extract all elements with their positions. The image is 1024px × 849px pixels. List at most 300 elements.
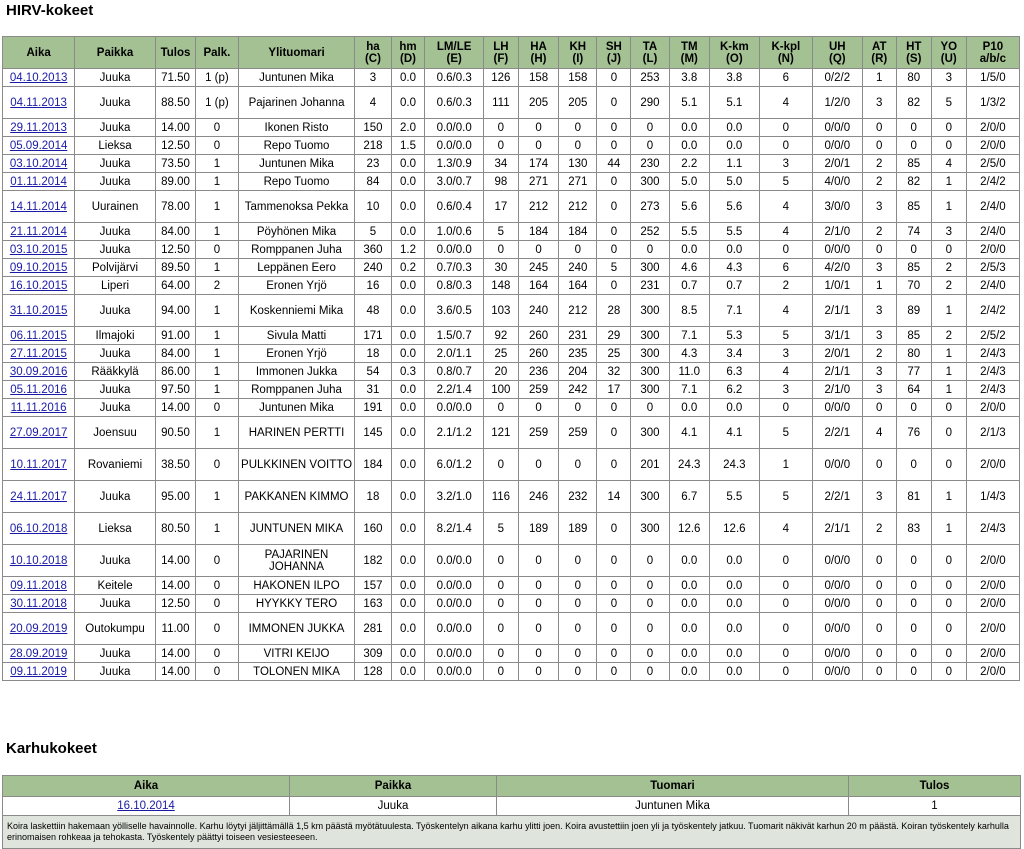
ha-cell: 191 (355, 399, 391, 417)
hm-cell: 0.0 (391, 481, 425, 513)
ha-h-cell: 246 (518, 481, 558, 513)
at-cell: 2 (862, 173, 896, 191)
date-cell (3, 399, 75, 417)
judge-cell: Pöyhönen Mika (238, 223, 355, 241)
p10-cell: 2/4/2 (966, 173, 1019, 191)
k-kpl-cell: 0 (759, 399, 812, 417)
p10-cell: 2/0/0 (966, 595, 1019, 613)
table-row (3, 155, 1020, 173)
hm-cell: 0.0 (391, 173, 425, 191)
hm-cell: 0.0 (391, 327, 425, 345)
sh-cell: 0 (597, 545, 631, 577)
sh-cell: 0 (597, 399, 631, 417)
k-kpl-cell: 5 (759, 327, 812, 345)
table-header-row (3, 37, 1020, 69)
column-header-code: (D) (400, 52, 416, 65)
yo-cell: 1 (931, 481, 966, 513)
ta-cell: 0 (631, 663, 669, 681)
ha-cell: 128 (355, 663, 391, 681)
date-link[interactable]: 29.11.2013 (10, 121, 67, 134)
column-header-k-km (709, 37, 759, 69)
kh-cell: 0 (559, 663, 597, 681)
ha-cell: 240 (355, 259, 391, 277)
uh-cell: 2/0/1 (812, 345, 862, 363)
date-link[interactable]: 21.11.2014 (10, 225, 67, 238)
uh-cell: 0/0/0 (812, 663, 862, 681)
p10-cell: 2/0/0 (966, 399, 1019, 417)
sh-cell: 14 (597, 481, 631, 513)
ha-h-cell: 259 (518, 417, 558, 449)
date-link[interactable]: 04.10.2013 (9, 71, 68, 84)
column-header-code: (L) (642, 52, 658, 65)
column-header-code: (M) (680, 52, 698, 65)
karhu-section-title: Karhukokeet (6, 740, 97, 757)
kh-cell: 271 (559, 173, 597, 191)
lm-le-cell: 0.0/0.0 (425, 645, 483, 663)
lh-cell: 98 (483, 173, 518, 191)
lh-cell: 0 (483, 399, 518, 417)
at-cell: 2 (862, 223, 896, 241)
ha-cell: 48 (355, 295, 391, 327)
kh-cell: 240 (559, 259, 597, 277)
sh-cell: 44 (597, 155, 631, 173)
ha-cell: 171 (355, 327, 391, 345)
column-header-tuomari: Tuomari (497, 776, 849, 797)
yo-cell: 0 (931, 119, 966, 137)
column-header-label: ha (366, 40, 380, 53)
date-link[interactable]: 03.10.2015 (9, 243, 68, 256)
ht-cell: 82 (896, 173, 931, 191)
hm-cell: 0.0 (391, 277, 425, 295)
score-cell: 64.00 (155, 277, 195, 295)
column-header-ht (896, 37, 931, 69)
score-cell: 86.00 (155, 363, 195, 381)
k-km-cell: 1.1 (709, 155, 759, 173)
p10-cell: 2/5/2 (966, 327, 1019, 345)
lm-le-cell: 8.2/1.4 (425, 513, 483, 545)
ta-cell: 300 (631, 327, 669, 345)
place-cell: Uurainen (75, 191, 156, 223)
place-cell: Juuka (290, 797, 497, 816)
score-cell: 80.50 (155, 513, 195, 545)
at-cell: 0 (862, 613, 896, 645)
ha-h-cell: 245 (518, 259, 558, 277)
date-link[interactable]: 30.09.2016 (9, 365, 68, 378)
date-link[interactable]: 04.11.2013 (10, 96, 67, 109)
lm-le-cell: 0.0/0.0 (425, 663, 483, 681)
hm-cell: 0.0 (391, 381, 425, 399)
date-link[interactable]: 27.11.2015 (10, 347, 67, 360)
at-cell: 3 (862, 87, 896, 119)
date-link[interactable]: 05.11.2016 (10, 383, 67, 396)
score-cell: 14.00 (155, 577, 195, 595)
lm-le-cell: 0.0/0.0 (425, 399, 483, 417)
sh-cell: 0 (597, 595, 631, 613)
column-header-kh (559, 37, 597, 69)
place-cell: Polvijärvi (75, 259, 156, 277)
hm-cell: 0.0 (391, 191, 425, 223)
sh-cell: 0 (597, 69, 631, 87)
ta-cell: 253 (631, 69, 669, 87)
k-kpl-cell: 6 (759, 69, 812, 87)
date-cell (3, 595, 75, 613)
column-header-label: Tulos (160, 46, 191, 59)
description-row (3, 816, 1021, 849)
ta-cell: 231 (631, 277, 669, 295)
date-link[interactable]: 06.11.2015 (10, 329, 67, 342)
sh-cell: 0 (597, 645, 631, 663)
kh-cell: 0 (559, 119, 597, 137)
k-kpl-cell: 4 (759, 223, 812, 241)
column-header-label: K-kpl (771, 40, 801, 53)
k-kpl-cell: 5 (759, 173, 812, 191)
tm-cell: 0.0 (669, 645, 709, 663)
sh-cell: 0 (597, 613, 631, 645)
lm-le-cell: 0.8/0.3 (425, 277, 483, 295)
ha-cell: 3 (355, 69, 391, 87)
kh-cell: 204 (559, 363, 597, 381)
date-cell (3, 119, 75, 137)
at-cell: 0 (862, 663, 896, 681)
date-link[interactable]: 20.09.2019 (9, 622, 68, 635)
result-cell: 1 (849, 797, 1021, 816)
place-cell: Juuka (75, 119, 156, 137)
kh-cell: 0 (559, 645, 597, 663)
kh-cell: 205 (559, 87, 597, 119)
kh-cell: 231 (559, 327, 597, 345)
k-km-cell: 0.0 (709, 119, 759, 137)
date-cell (3, 277, 75, 295)
column-header-aika (3, 37, 75, 69)
ht-cell: 0 (896, 119, 931, 137)
date-link[interactable]: 16.10.2015 (9, 279, 68, 292)
at-cell: 4 (862, 417, 896, 449)
date-link[interactable]: 09.11.2019 (10, 665, 67, 678)
award-cell: 0 (196, 663, 238, 681)
column-header-uh (812, 37, 862, 69)
tm-cell: 5.6 (669, 191, 709, 223)
ht-cell: 80 (896, 345, 931, 363)
uh-cell: 2/1/1 (812, 295, 862, 327)
k-km-cell: 0.0 (709, 613, 759, 645)
sh-cell: 0 (597, 577, 631, 595)
ht-cell: 0 (896, 545, 931, 577)
place-cell: Juuka (75, 545, 156, 577)
uh-cell: 2/0/1 (812, 155, 862, 173)
tm-cell: 0.0 (669, 399, 709, 417)
table-row (3, 399, 1020, 417)
lh-cell: 116 (483, 481, 518, 513)
ht-cell: 74 (896, 223, 931, 241)
at-cell: 3 (862, 259, 896, 277)
date-cell (3, 345, 75, 363)
award-cell: 0 (196, 595, 238, 613)
kh-cell: 164 (559, 277, 597, 295)
place-cell: Lieksa (75, 137, 156, 155)
ta-cell: 300 (631, 345, 669, 363)
date-cell (3, 327, 75, 345)
tm-cell: 0.0 (669, 663, 709, 681)
date-cell (3, 155, 75, 173)
table-row (3, 119, 1020, 137)
at-cell: 2 (862, 345, 896, 363)
column-header-yo (931, 37, 966, 69)
uh-cell: 0/0/0 (812, 577, 862, 595)
p10-cell: 2/0/0 (966, 137, 1019, 155)
ha-cell: 84 (355, 173, 391, 191)
k-kpl-cell: 1 (759, 449, 812, 481)
date-link[interactable]: 31.10.2015 (9, 304, 68, 317)
lh-cell: 25 (483, 345, 518, 363)
column-header-label: Paikka (96, 46, 134, 59)
tm-cell: 0.0 (669, 545, 709, 577)
uh-cell: 3/0/0 (812, 191, 862, 223)
lh-cell: 100 (483, 381, 518, 399)
table-row (3, 191, 1020, 223)
yo-cell: 0 (931, 417, 966, 449)
place-cell: Juuka (75, 645, 156, 663)
uh-cell: 0/0/0 (812, 119, 862, 137)
award-cell: 1 (196, 363, 238, 381)
tm-cell: 5.5 (669, 223, 709, 241)
judge-cell: Romppanen Juha (238, 381, 355, 399)
place-cell: Juuka (75, 663, 156, 681)
date-link[interactable]: 11.11.2016 (10, 401, 67, 414)
lh-cell: 0 (483, 137, 518, 155)
ha-cell: 4 (355, 87, 391, 119)
date-link[interactable]: 24.11.2017 (10, 490, 67, 503)
hm-cell: 1.5 (391, 137, 425, 155)
award-cell: 0 (196, 241, 238, 259)
ta-cell: 300 (631, 259, 669, 277)
ta-cell: 290 (631, 87, 669, 119)
ha-cell: 309 (355, 645, 391, 663)
column-header-label: TM (680, 40, 698, 53)
date-link[interactable]: 01.11.2014 (10, 175, 67, 188)
judge-cell: Romppanen Juha (238, 241, 355, 259)
score-cell: 14.00 (155, 545, 195, 577)
p10-cell: 2/4/0 (966, 223, 1019, 241)
ha-cell: 281 (355, 613, 391, 645)
table-row (3, 173, 1020, 191)
column-header-code: (H) (530, 52, 547, 65)
sh-cell: 0 (597, 513, 631, 545)
score-cell: 11.00 (155, 613, 195, 645)
score-cell: 97.50 (155, 381, 195, 399)
lm-le-cell: 1.3/0.9 (425, 155, 483, 173)
k-km-cell: 5.3 (709, 327, 759, 345)
judge-cell: HARINEN PERTTI (238, 417, 355, 449)
date-link[interactable]: 14.11.2014 (10, 200, 67, 213)
date-link[interactable]: 27.09.2017 (9, 426, 68, 439)
column-header-code: (F) (493, 52, 509, 65)
sh-cell: 0 (597, 449, 631, 481)
lh-cell: 0 (483, 449, 518, 481)
judge-cell: Eronen Yrjö (238, 345, 355, 363)
score-cell: 88.50 (155, 87, 195, 119)
ht-cell: 81 (896, 481, 931, 513)
table-row (3, 87, 1020, 119)
ta-cell: 300 (631, 513, 669, 545)
k-km-cell: 24.3 (709, 449, 759, 481)
ha-cell: 360 (355, 241, 391, 259)
k-kpl-cell: 3 (759, 381, 812, 399)
ta-cell: 230 (631, 155, 669, 173)
uh-cell: 2/1/1 (812, 363, 862, 381)
yo-cell: 1 (931, 513, 966, 545)
uh-cell: 0/0/0 (812, 545, 862, 577)
test-description: Koira laskettiin hakemaan yölliselle havainnolle. Karhu löytyi jäljittämällä 1,5 km päästä myötätuulesta. Työskentelyn aikana karhu ylitti joen. Koira avustettiin joen yli ja työskentely jatkuu. Tuomarit näkivät karhun 20 m päästä. Koiran työskentely karhulla erinomaisen rohkeaa ja tehokasta. Työskentely päättyi toiseen vesiesteeseen. (3, 816, 1021, 849)
column-header-ta (631, 37, 669, 69)
ta-cell: 300 (631, 295, 669, 327)
column-header-lm-le (425, 37, 483, 69)
judge-cell: Repo Tuomo (238, 173, 355, 191)
score-cell: 73.50 (155, 155, 195, 173)
k-km-cell: 0.0 (709, 577, 759, 595)
judge-cell: Koskenniemi Mika (238, 295, 355, 327)
yo-cell: 4 (931, 155, 966, 173)
hm-cell: 0.0 (391, 663, 425, 681)
ht-cell: 85 (896, 327, 931, 345)
award-cell: 1 (196, 191, 238, 223)
k-km-cell: 0.0 (709, 545, 759, 577)
column-header-label: K-km (719, 40, 749, 53)
lh-cell: 0 (483, 545, 518, 577)
lh-cell: 5 (483, 223, 518, 241)
hm-cell: 0.0 (391, 645, 425, 663)
date-link[interactable]: 16.10.2014 (117, 800, 175, 812)
at-cell: 0 (862, 137, 896, 155)
uh-cell: 2/2/1 (812, 417, 862, 449)
at-cell: 3 (862, 295, 896, 327)
lm-le-cell: 0.0/0.0 (425, 119, 483, 137)
k-kpl-cell: 0 (759, 137, 812, 155)
place-cell: Juuka (75, 241, 156, 259)
table-row (3, 613, 1020, 645)
ha-cell: 18 (355, 481, 391, 513)
date-cell (3, 259, 75, 277)
date-link[interactable]: 09.10.2015 (9, 261, 68, 274)
kh-cell: 0 (559, 595, 597, 613)
date-cell (3, 417, 75, 449)
lh-cell: 0 (483, 663, 518, 681)
kh-cell: 130 (559, 155, 597, 173)
ta-cell: 0 (631, 399, 669, 417)
date-cell (3, 481, 75, 513)
yo-cell: 0 (931, 241, 966, 259)
ha-h-cell: 0 (518, 663, 558, 681)
column-header-code: a/b/c (979, 52, 1006, 65)
date-link[interactable]: 10.10.2018 (9, 554, 68, 567)
place-cell: Rovaniemi (75, 449, 156, 481)
column-header-code: (U) (940, 52, 957, 65)
k-kpl-cell: 4 (759, 295, 812, 327)
date-cell (3, 87, 75, 119)
award-cell: 1 (196, 513, 238, 545)
place-cell: Juuka (75, 399, 156, 417)
sh-cell: 29 (597, 327, 631, 345)
column-header-ylituomari (238, 37, 355, 69)
judge-cell: Juntunen Mika (238, 155, 355, 173)
judge-cell: Pajarinen Johanna (238, 87, 355, 119)
date-link[interactable]: 28.09.2019 (9, 647, 68, 660)
award-cell: 1 (196, 173, 238, 191)
at-cell: 3 (862, 381, 896, 399)
column-header-code: (J) (606, 52, 621, 65)
tm-cell: 12.6 (669, 513, 709, 545)
date-link[interactable]: 03.10.2014 (9, 157, 68, 170)
place-cell: Juuka (75, 595, 156, 613)
date-cell (3, 191, 75, 223)
column-header-label: P10 (982, 40, 1004, 53)
sh-cell: 0 (597, 241, 631, 259)
kh-cell: 184 (559, 223, 597, 241)
at-cell: 3 (862, 191, 896, 223)
uh-cell: 2/2/1 (812, 481, 862, 513)
lm-le-cell: 1.0/0.6 (425, 223, 483, 241)
table-row (3, 345, 1020, 363)
ha-cell: 18 (355, 345, 391, 363)
ha-h-cell: 260 (518, 327, 558, 345)
column-header-at (862, 37, 896, 69)
p10-cell: 2/5/0 (966, 155, 1019, 173)
ta-cell: 300 (631, 481, 669, 513)
lh-cell: 111 (483, 87, 518, 119)
p10-cell: 2/0/0 (966, 663, 1019, 681)
p10-cell: 2/4/3 (966, 381, 1019, 399)
date-link[interactable]: 30.11.2018 (10, 597, 67, 610)
sh-cell: 0 (597, 137, 631, 155)
score-cell: 89.50 (155, 259, 195, 277)
p10-cell: 2/0/0 (966, 241, 1019, 259)
at-cell: 2 (862, 155, 896, 173)
judge-cell: JUNTUNEN MIKA (238, 513, 355, 545)
date-cell (3, 545, 75, 577)
uh-cell: 0/0/0 (812, 137, 862, 155)
date-link[interactable]: 05.09.2014 (9, 139, 68, 152)
yo-cell: 0 (931, 545, 966, 577)
p10-cell: 2/1/3 (966, 417, 1019, 449)
date-cell (3, 449, 75, 481)
k-km-cell: 3.8 (709, 69, 759, 87)
judge-cell: PAKKANEN KIMMO (238, 481, 355, 513)
uh-cell: 0/0/0 (812, 241, 862, 259)
judge-cell: Leppänen Eero (238, 259, 355, 277)
date-cell (3, 381, 75, 399)
uh-cell: 0/0/0 (812, 399, 862, 417)
date-link[interactable]: 06.10.2018 (9, 522, 68, 535)
date-link[interactable]: 09.11.2018 (10, 579, 67, 592)
k-kpl-cell: 4 (759, 87, 812, 119)
lh-cell: 0 (483, 613, 518, 645)
date-cell (3, 577, 75, 595)
table-row (3, 69, 1020, 87)
award-cell: 0 (196, 577, 238, 595)
at-cell: 0 (862, 399, 896, 417)
judge-cell: Ikonen Risto (238, 119, 355, 137)
date-link[interactable]: 10.11.2017 (10, 458, 67, 471)
table-row (3, 363, 1020, 381)
p10-cell: 1/4/3 (966, 481, 1019, 513)
score-cell: 38.50 (155, 449, 195, 481)
ht-cell: 0 (896, 241, 931, 259)
award-cell: 1 (196, 481, 238, 513)
lh-cell: 92 (483, 327, 518, 345)
award-cell: 0 (196, 119, 238, 137)
at-cell: 1 (862, 69, 896, 87)
at-cell: 0 (862, 577, 896, 595)
ha-h-cell: 0 (518, 577, 558, 595)
